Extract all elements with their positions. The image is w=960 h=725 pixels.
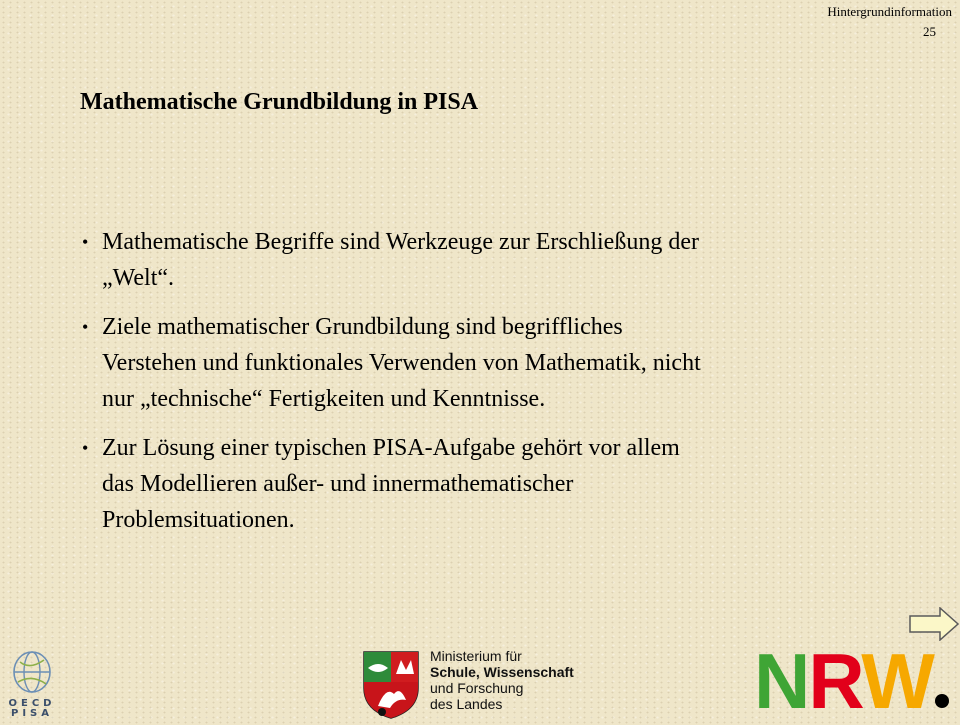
ministry-line: Schule, Wissenschaft: [430, 664, 574, 680]
bullet-line: nur „technische“ Fertigkeiten und Kenntnisse.: [102, 386, 546, 412]
nrw-letter-r: R: [808, 637, 862, 725]
bullet-item: [80, 430, 896, 538]
bullet-item: [80, 224, 896, 296]
bullet-marker: •: [82, 232, 89, 252]
slide-number: 25: [923, 24, 936, 39]
oecd-label: OECD: [8, 698, 56, 709]
bullet-line: „Welt“.: [102, 265, 175, 291]
bullet-marker: •: [82, 438, 89, 458]
bullet-line: das Modellieren außer- und innermathematischer: [102, 471, 574, 497]
nrw-letter-w: W: [861, 637, 933, 725]
nrw-letter-n: N: [754, 637, 809, 725]
header-info-label: Hintergrundinformation: [827, 4, 952, 19]
bullet-text: [102, 229, 699, 291]
bullet-line: Zur Lösung einer typischen PISA-Aufgabe gehört vor allem: [102, 435, 680, 461]
bullet-line: Verstehen und funktionales Verwenden von Mathematik, nicht: [102, 350, 701, 376]
nrw-dot-icon: [935, 694, 949, 708]
bullet-line: Problemsituationen.: [102, 507, 295, 533]
bullet-text: [102, 435, 680, 533]
bullet-text: [102, 314, 701, 412]
bullet-line: Mathematische Begriffe sind Werkzeuge zur Erschließung der: [102, 229, 699, 255]
ministry-label: [430, 648, 574, 712]
header-info: [827, 2, 952, 42]
bullet-item: [80, 309, 896, 417]
bullet-list: [80, 224, 896, 551]
slide-title: Mathematische Grundbildung in PISA: [80, 89, 479, 115]
pisa-label: PISA: [11, 708, 53, 719]
ministry-line: des Landes: [430, 696, 503, 712]
ministry-line: und Forschung: [430, 680, 524, 696]
nrw-logo: [754, 637, 949, 725]
right-arrow-icon[interactable]: [909, 607, 959, 641]
bullet-marker: •: [82, 317, 89, 337]
bullet-line: Ziele mathematischer Grundbildung sind begriffliches: [102, 314, 623, 340]
coat-of-arms-icon: [360, 648, 422, 720]
ministry-line: Ministerium für: [430, 648, 522, 664]
